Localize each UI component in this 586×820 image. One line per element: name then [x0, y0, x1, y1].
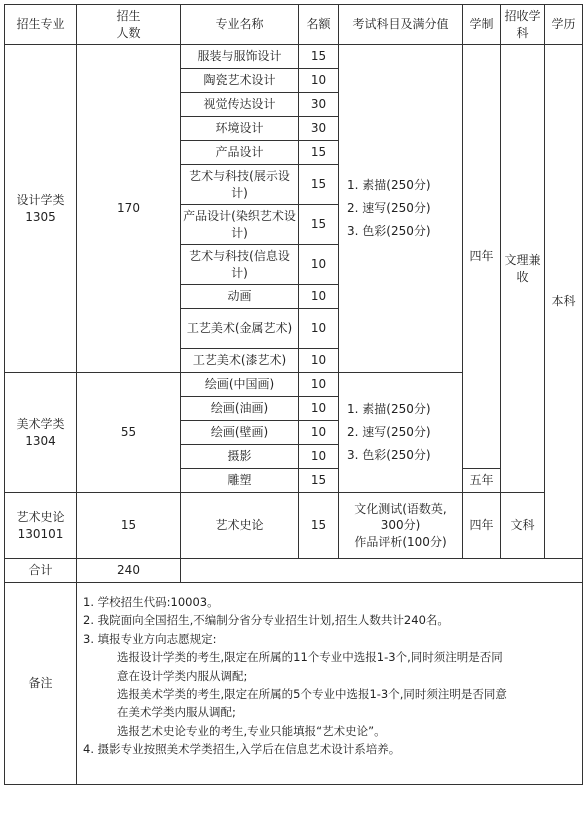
major-quota: 15 [299, 45, 339, 69]
table-row [5, 493, 583, 559]
sculpture-duration: 五年 [463, 469, 501, 493]
art-history-enroll: 15 [77, 493, 181, 559]
header-degree: 学历 [545, 5, 583, 45]
note-2: 2. 我院面向全国招生,不编制分省分专业招生计划,招生人数共计240名。 [83, 613, 449, 628]
major-name: 工艺美术(漆艺术) [181, 349, 299, 373]
note-3a: 选报设计学类的考生,限定在所属的11个专业中选报1-3个,同时须注明是否同 [117, 650, 503, 665]
header-category [501, 5, 545, 45]
major-quota: 10 [299, 309, 339, 349]
fine-art-group-name: 美术学类 [16, 417, 65, 432]
art-history-group-code: 130101 [17, 526, 64, 541]
design-group-cell [5, 45, 77, 373]
fine-art-enroll: 55 [77, 373, 181, 493]
exam-subject: 3. 色彩(250分) [347, 223, 431, 238]
table-row [5, 45, 583, 69]
major-quota: 15 [299, 141, 339, 165]
major-quota: 10 [299, 397, 339, 421]
exam-subject: 2. 速写(250分) [347, 201, 431, 216]
design-group-name: 设计学类 [16, 193, 65, 208]
major-name: 雕塑 [181, 469, 299, 493]
design-group-code: 1305 [25, 209, 56, 224]
design-enroll: 170 [77, 45, 181, 373]
exam-subject: 1. 素描(250分) [347, 178, 431, 193]
major-name: 绘画(中国画) [181, 373, 299, 397]
major-name: 动画 [181, 285, 299, 309]
total-label: 合计 [5, 559, 77, 583]
note-1: 1. 学校招生代码:10003。 [83, 595, 219, 609]
art-history-group-cell [5, 493, 77, 559]
major-name: 陶瓷艺术设计 [181, 69, 299, 93]
header-enroll-line1: 招生 [116, 9, 141, 24]
major-name: 产品设计 [181, 141, 299, 165]
major-quota: 15 [299, 165, 339, 205]
note-4: 4. 摄影专业按照美术学类招生,入学后在信息艺术设计系培养。 [83, 742, 401, 757]
art-history-exam-line3: 作品评析(100分) [354, 534, 447, 549]
major-name: 产品设计(染织艺术设计) [181, 205, 299, 245]
header-exam: 考试科目及满分值 [339, 5, 463, 45]
art-history-exam [339, 493, 463, 559]
note-3c: 选报艺术史论专业的考生,专业只能填报“艺术史论”。 [117, 723, 386, 738]
header-enroll-line2: 人数 [116, 25, 141, 40]
admissions-table [4, 4, 583, 785]
note-3b: 选报美术学类的考生,限定在所属的5个专业中选报1-3个,同时须注明是否同意 [117, 686, 507, 701]
art-history-quota: 15 [299, 493, 339, 559]
art-history-major: 艺术史论 [181, 493, 299, 559]
major-quota: 30 [299, 93, 339, 117]
note-3b-cont: 在美术学类内服从调配; [117, 705, 236, 720]
note-3: 3. 填报专业方向志愿规定: [83, 631, 217, 646]
art-history-duration: 四年 [463, 493, 501, 559]
major-name: 艺术与科技(信息设计) [181, 245, 299, 285]
total-empty [181, 559, 583, 583]
art-history-exam-line1: 文化测试(语数英, [354, 502, 447, 517]
notes-label: 备注 [5, 583, 77, 785]
major-name: 摄影 [181, 445, 299, 469]
fine-art-group-cell [5, 373, 77, 493]
note-3a-cont: 意在设计学类内服从调配; [117, 668, 248, 683]
total-row [5, 559, 583, 583]
major-quota: 15 [299, 469, 339, 493]
header-major-group: 招生专业 [5, 5, 77, 45]
header-category-line1: 招收学 [504, 9, 541, 24]
major-quota: 10 [299, 69, 339, 93]
header-major-name: 专业名称 [181, 5, 299, 45]
shared-degree: 本科 [545, 45, 583, 559]
major-quota: 15 [299, 205, 339, 245]
major-quota: 10 [299, 349, 339, 373]
major-name: 艺术与科技(展示设计) [181, 165, 299, 205]
major-quota: 10 [299, 373, 339, 397]
major-quota: 10 [299, 421, 339, 445]
fine-art-exam-subjects [339, 373, 463, 493]
notes-row [5, 583, 583, 785]
shared-duration: 四年 [463, 45, 501, 469]
header-row [5, 5, 583, 45]
notes-content [77, 583, 583, 785]
art-history-group-name: 艺术史论 [16, 510, 65, 525]
major-quota: 30 [299, 117, 339, 141]
header-duration: 学制 [463, 5, 501, 45]
major-name: 环境设计 [181, 117, 299, 141]
major-quota: 10 [299, 285, 339, 309]
total-value: 240 [77, 559, 181, 583]
shared-category: 文理兼收 [501, 45, 545, 493]
header-enroll [77, 5, 181, 45]
header-category-line2: 科 [516, 25, 529, 40]
design-exam-subjects [339, 45, 463, 373]
major-name: 工艺美术(金属艺术) [181, 309, 299, 349]
exam-subject: 2. 速写(250分) [347, 425, 431, 440]
major-quota: 10 [299, 445, 339, 469]
major-name: 服装与服饰设计 [181, 45, 299, 69]
exam-subject: 3. 色彩(250分) [347, 447, 431, 462]
major-name: 绘画(油画) [181, 397, 299, 421]
art-history-category: 文科 [501, 493, 545, 559]
art-history-exam-line2: 300分) [380, 518, 421, 533]
header-quota: 名额 [299, 5, 339, 45]
major-quota: 10 [299, 245, 339, 285]
major-name: 绘画(壁画) [181, 421, 299, 445]
exam-subject: 1. 素描(250分) [347, 402, 431, 417]
major-name: 视觉传达设计 [181, 93, 299, 117]
fine-art-group-code: 1304 [25, 433, 56, 448]
